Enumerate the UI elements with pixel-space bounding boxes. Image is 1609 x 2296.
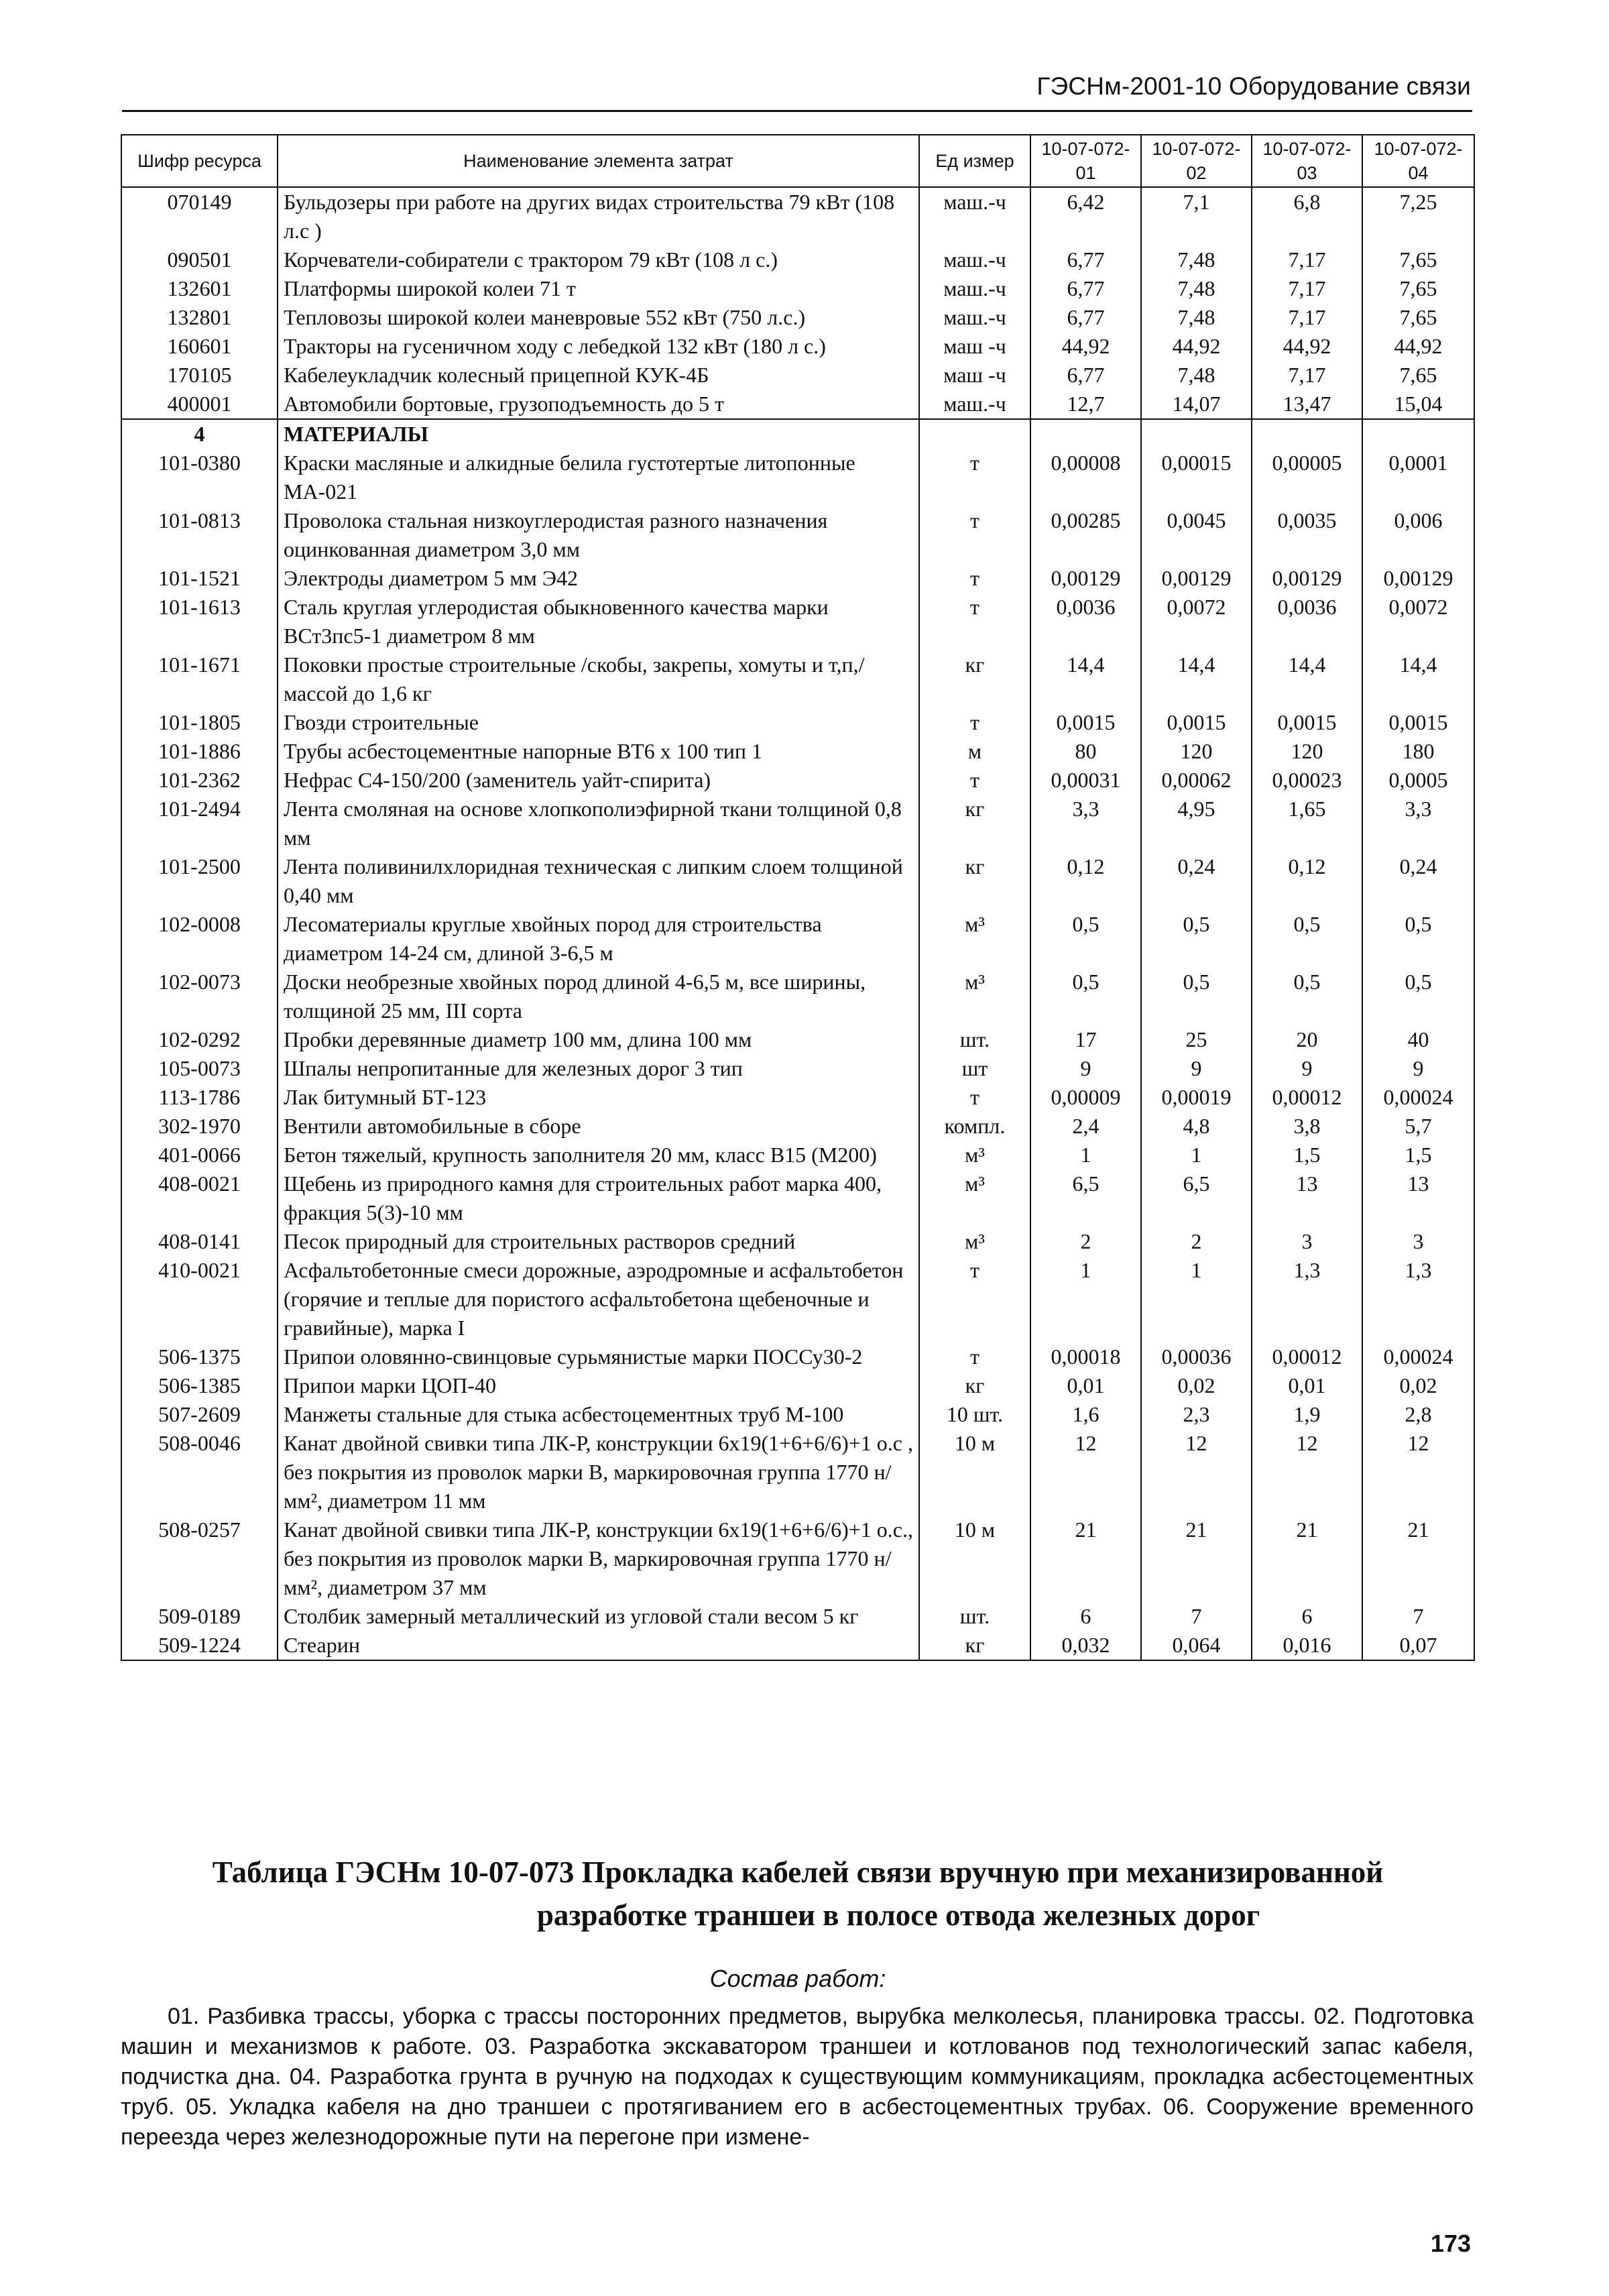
norm-value: 180 [1362, 737, 1474, 766]
resource-code: 101-2362 [121, 766, 278, 795]
table-row [121, 361, 1474, 390]
norm-value: 25 [1141, 1025, 1252, 1054]
norm-value: 15,04 [1362, 390, 1474, 419]
norm-value: 0,5 [1252, 910, 1362, 968]
norm-value: 0,00023 [1252, 766, 1362, 795]
table-row [121, 245, 1474, 274]
resource-name: Столбик замерный металлический из угловой стали весом 5 кг [278, 1602, 919, 1631]
table-title-line-1: Таблица ГЭСНм 10-07-073 Прокладка кабелей связи вручную при механизированной [212, 1855, 1384, 1889]
norm-value: 7,65 [1362, 303, 1474, 332]
norm-value: 6 [1252, 1602, 1362, 1631]
norm-value: 12,7 [1030, 390, 1141, 419]
composition-text: 01. Разбивка трассы, уборка с трассы посторонних предметов, вырубка мелколесья, планировка трассы. 02. Подготовка машин и механизмов к работе. 03. Разработка экскаватором траншеи и котлованов под технологический запас кабеля, подчистка дна. 04. Разработка грунта в ручную на подходах к существующим коммуникациям, прокладка асбестоцементных труб. 05. Укладка кабеля на дно траншеи с протягиванием его в асбестоцементных трубах. 06. Сооружение временного переезда через железнодорожные пути на перегоне при измене- [121, 2004, 1474, 2150]
empty-cell [1362, 419, 1474, 449]
norm-value: 12 [1252, 1429, 1362, 1515]
norm-value: 0,5 [1362, 968, 1474, 1025]
norm-value: 0,00009 [1030, 1083, 1141, 1112]
resource-code: 090501 [121, 245, 278, 274]
norm-value: 7 [1141, 1602, 1252, 1631]
resource-code: 506-1375 [121, 1342, 278, 1371]
norm-value: 0,0036 [1030, 593, 1141, 650]
resource-name: Вентили автомобильные в сборе [278, 1112, 919, 1141]
unit-of-measure: маш.-ч [919, 303, 1030, 332]
unit-of-measure: маш.-ч [919, 274, 1030, 303]
resource-code: 401-0066 [121, 1141, 278, 1169]
norm-value: 0,00019 [1141, 1083, 1252, 1112]
table-row [121, 1429, 1474, 1515]
unit-of-measure: м [919, 737, 1030, 766]
norm-value: 3,3 [1362, 795, 1474, 852]
section-number: 4 [121, 419, 278, 449]
section-row [121, 419, 1474, 449]
norm-value: 17 [1030, 1025, 1141, 1054]
resource-code: 400001 [121, 390, 278, 419]
resource-code: 070149 [121, 187, 278, 245]
norm-value: 0,00036 [1141, 1342, 1252, 1371]
unit-of-measure: т [919, 1083, 1030, 1112]
resource-name: Канат двойной свивки типа ЛК-Р, конструкции 6х19(1+6+6/6)+1 о.с., без покрытия из проволок марки В, маркировочная группа 1770 н/мм², диаметром 37 мм [278, 1515, 919, 1602]
norm-value: 0,0072 [1141, 593, 1252, 650]
norm-value: 21 [1252, 1515, 1362, 1602]
resource-name: Бульдозеры при работе на других видах строительства 79 кВт (108 л.с ) [278, 187, 919, 245]
resource-code: 101-0813 [121, 506, 278, 564]
unit-of-measure: т [919, 708, 1030, 737]
norm-value: 0,00015 [1141, 449, 1252, 506]
norm-value: 40 [1362, 1025, 1474, 1054]
norm-value: 0,02 [1362, 1371, 1474, 1400]
norm-value: 44,92 [1362, 332, 1474, 361]
resource-name: Трубы асбестоцементные напорные ВТ6 х 100 тип 1 [278, 737, 919, 766]
table-row [121, 737, 1474, 766]
norm-value: 13 [1252, 1169, 1362, 1227]
norm-value: 1,5 [1362, 1141, 1474, 1169]
norm-value: 9 [1141, 1054, 1252, 1083]
unit-of-measure: шт. [919, 1602, 1030, 1631]
resource-code: 508-0257 [121, 1515, 278, 1602]
norm-value: 14,4 [1362, 650, 1474, 708]
norm-value: 7,48 [1141, 274, 1252, 303]
norm-value: 6,42 [1030, 187, 1141, 245]
norm-value: 21 [1141, 1515, 1252, 1602]
norm-value: 0,00012 [1252, 1342, 1362, 1371]
norm-value: 0,5 [1030, 968, 1141, 1025]
table-row [121, 766, 1474, 795]
unit-of-measure: м³ [919, 910, 1030, 968]
norm-value: 3 [1362, 1227, 1474, 1256]
unit-of-measure: 10 м [919, 1515, 1030, 1602]
unit-of-measure: шт. [919, 1025, 1030, 1054]
resource-code: 408-0141 [121, 1227, 278, 1256]
resource-name: Песок природный для строительных растворов средний [278, 1227, 919, 1256]
resource-name: Платформы широкой колеи 71 т [278, 274, 919, 303]
norm-value: 0,0005 [1362, 766, 1474, 795]
unit-of-measure: кг [919, 650, 1030, 708]
norm-value: 4,8 [1141, 1112, 1252, 1141]
header-col-4: 10-07-072-04 [1362, 135, 1474, 187]
header-name: Наименование элемента затрат [278, 135, 919, 187]
table-row [121, 332, 1474, 361]
norm-value: 44,92 [1252, 332, 1362, 361]
header-code: Шифр ресурса [121, 135, 278, 187]
norm-value: 0,0035 [1252, 506, 1362, 564]
norm-value: 7 [1362, 1602, 1474, 1631]
table-row [121, 274, 1474, 303]
table-row [121, 1631, 1474, 1660]
table-row [121, 795, 1474, 852]
norm-value: 0,12 [1030, 852, 1141, 910]
norm-value: 0,00285 [1030, 506, 1141, 564]
table-row [121, 1083, 1474, 1112]
resource-code: 102-0292 [121, 1025, 278, 1054]
table-row [121, 1371, 1474, 1400]
table-row [121, 1256, 1474, 1342]
resource-code: 302-1970 [121, 1112, 278, 1141]
norm-value: 7,48 [1141, 303, 1252, 332]
table-row [121, 1169, 1474, 1227]
norm-value: 0,00129 [1252, 564, 1362, 593]
norm-value: 0,00024 [1362, 1342, 1474, 1371]
norm-value: 6,5 [1030, 1169, 1141, 1227]
unit-of-measure: кг [919, 852, 1030, 910]
resource-code: 509-1224 [121, 1631, 278, 1660]
table-body [121, 187, 1474, 1660]
resource-code: 506-1385 [121, 1371, 278, 1400]
table-row [121, 1112, 1474, 1141]
norm-value: 6,77 [1030, 245, 1141, 274]
resource-code: 160601 [121, 332, 278, 361]
norm-value: 0,0015 [1252, 708, 1362, 737]
resource-name: Канат двойной свивки типа ЛК-Р, конструкции 6х19(1+6+6/6)+1 о.с , без покрытия из проволок марки В, маркировочная группа 1770 н/мм², диаметром 11 мм [278, 1429, 919, 1515]
norm-value: 9 [1030, 1054, 1141, 1083]
norm-value: 6 [1030, 1602, 1141, 1631]
norm-value: 0,00018 [1030, 1342, 1141, 1371]
norm-value: 7,65 [1362, 274, 1474, 303]
norm-value: 14,4 [1141, 650, 1252, 708]
resource-name: Стеарин [278, 1631, 919, 1660]
unit-of-measure: маш.-ч [919, 390, 1030, 419]
resource-name: Бетон тяжелый, крупность заполнителя 20 мм, класс В15 (М200) [278, 1141, 919, 1169]
unit-of-measure: компл. [919, 1112, 1030, 1141]
resource-code: 507-2609 [121, 1400, 278, 1429]
norm-value: 6,5 [1141, 1169, 1252, 1227]
norm-value: 6,77 [1030, 361, 1141, 390]
norm-value: 0,00129 [1030, 564, 1141, 593]
norm-value: 0,00012 [1252, 1083, 1362, 1112]
table-row [121, 564, 1474, 593]
norm-value: 0,006 [1362, 506, 1474, 564]
norm-value: 14,4 [1252, 650, 1362, 708]
norm-value: 0,07 [1362, 1631, 1474, 1660]
norm-value: 0,00005 [1252, 449, 1362, 506]
table-row [121, 1227, 1474, 1256]
norm-value: 1,3 [1362, 1256, 1474, 1342]
table-row [121, 303, 1474, 332]
norm-value: 0,12 [1252, 852, 1362, 910]
unit-of-measure: м³ [919, 1169, 1030, 1227]
resource-table [121, 134, 1475, 1661]
resource-code: 102-0073 [121, 968, 278, 1025]
table-row [121, 1342, 1474, 1371]
unit-of-measure: т [919, 766, 1030, 795]
table-row [121, 650, 1474, 708]
norm-value: 0,00031 [1030, 766, 1141, 795]
norm-value: 1 [1141, 1141, 1252, 1169]
unit-of-measure: шт [919, 1054, 1030, 1083]
norm-value: 1 [1141, 1256, 1252, 1342]
table-row [121, 1602, 1474, 1631]
table-row [121, 708, 1474, 737]
table-row [121, 1054, 1474, 1083]
resource-name: Проволока стальная низкоуглеродистая разного назначения оцинкованная диаметром 3,0 мм [278, 506, 919, 564]
norm-value: 3 [1252, 1227, 1362, 1256]
norm-value: 0,0015 [1362, 708, 1474, 737]
table-row [121, 1400, 1474, 1429]
norm-value: 1,3 [1252, 1256, 1362, 1342]
unit-of-measure: кг [919, 795, 1030, 852]
norm-value: 2,3 [1141, 1400, 1252, 1429]
resource-name: Автомобили бортовые, грузоподъемность до 5 т [278, 390, 919, 419]
resource-code: 102-0008 [121, 910, 278, 968]
norm-value: 0,5 [1252, 968, 1362, 1025]
resource-code: 101-2500 [121, 852, 278, 910]
norm-value: 120 [1141, 737, 1252, 766]
norm-value: 0,02 [1141, 1371, 1252, 1400]
table-row [121, 187, 1474, 245]
norm-value: 80 [1030, 737, 1141, 766]
unit-of-measure: т [919, 1256, 1030, 1342]
resource-code: 113-1786 [121, 1083, 278, 1112]
norm-value: 0,0015 [1141, 708, 1252, 737]
norm-value: 1,5 [1252, 1141, 1362, 1169]
header-divider [122, 110, 1472, 112]
resource-name: Поковки простые строительные /скобы, закрепы, хомуты и т,п,/ массой до 1,6 кг [278, 650, 919, 708]
norm-value: 0,01 [1252, 1371, 1362, 1400]
unit-of-measure: т [919, 506, 1030, 564]
resource-name: Краски масляные и алкидные белила густотертые литопонные МА-021 [278, 449, 919, 506]
norm-value: 4,95 [1141, 795, 1252, 852]
running-header: ГЭСНм-2001-10 Оборудование связи [1036, 72, 1471, 100]
resource-code: 509-0189 [121, 1602, 278, 1631]
norm-value: 7,17 [1252, 274, 1362, 303]
table-row [121, 506, 1474, 564]
norm-value: 0,5 [1141, 910, 1252, 968]
unit-of-measure: кг [919, 1631, 1030, 1660]
resource-name: Кабелеукладчик колесный прицепной КУК-4Б [278, 361, 919, 390]
norm-value: 12 [1141, 1429, 1252, 1515]
resource-code: 132601 [121, 274, 278, 303]
norm-value: 3,8 [1252, 1112, 1362, 1141]
norm-value: 1,6 [1030, 1400, 1141, 1429]
norm-value: 7,65 [1362, 245, 1474, 274]
resource-name: Тепловозы широкой колеи маневровые 552 кВт (750 л.с.) [278, 303, 919, 332]
resource-code: 410-0021 [121, 1256, 278, 1342]
norm-value: 1,9 [1252, 1400, 1362, 1429]
resource-code: 101-1521 [121, 564, 278, 593]
norm-value: 44,92 [1030, 332, 1141, 361]
composition-title: Состав работ: [709, 1965, 886, 1992]
norm-value: 12 [1030, 1429, 1141, 1515]
resource-name: Корчеватели-собиратели с трактором 79 кВт (108 л с.) [278, 245, 919, 274]
unit-of-measure: 10 м [919, 1429, 1030, 1515]
norm-value: 14,07 [1141, 390, 1252, 419]
resource-code: 101-1886 [121, 737, 278, 766]
norm-value: 9 [1252, 1054, 1362, 1083]
norm-value: 0,5 [1362, 910, 1474, 968]
norm-value: 3,3 [1030, 795, 1141, 852]
norm-value: 0,00062 [1141, 766, 1252, 795]
table-row [121, 1025, 1474, 1054]
norm-value: 2,8 [1362, 1400, 1474, 1429]
resource-code: 101-1805 [121, 708, 278, 737]
norm-value: 0,24 [1362, 852, 1474, 910]
norm-value: 13,47 [1252, 390, 1362, 419]
section-title: МАТЕРИАЛЫ [278, 419, 919, 449]
norm-value: 1 [1030, 1256, 1141, 1342]
norm-value: 21 [1030, 1515, 1141, 1602]
resource-name: Лента смоляная на основе хлопкополиэфирной ткани толщиной 0,8 мм [278, 795, 919, 852]
resource-name: Тракторы на гусеничном ходу с лебедкой 132 кВт (180 л с.) [278, 332, 919, 361]
header-col-1: 10-07-072-01 [1030, 135, 1141, 187]
unit-of-measure: 10 шт. [919, 1400, 1030, 1429]
norm-value: 2 [1030, 1227, 1141, 1256]
resource-name: Сталь круглая углеродистая обыкновенного качества марки ВСт3пс5-1 диаметром 8 мм [278, 593, 919, 650]
resource-code: 105-0073 [121, 1054, 278, 1083]
norm-value: 0,00024 [1362, 1083, 1474, 1112]
norm-value: 0,00129 [1141, 564, 1252, 593]
norm-value: 13 [1362, 1169, 1474, 1227]
norm-value: 12 [1362, 1429, 1474, 1515]
norm-value: 120 [1252, 737, 1362, 766]
norm-value: 0,5 [1141, 968, 1252, 1025]
resource-name: Электроды диаметром 5 мм Э42 [278, 564, 919, 593]
norm-value: 0,016 [1252, 1631, 1362, 1660]
norm-value: 7,17 [1252, 303, 1362, 332]
norm-value: 0,24 [1141, 852, 1252, 910]
resource-name: Лента поливинилхлоридная техническая с липким слоем толщиной 0,40 мм [278, 852, 919, 910]
resource-name: Лак битумный БТ-123 [278, 1083, 919, 1112]
norm-value: 0,5 [1030, 910, 1141, 968]
empty-cell [1252, 419, 1362, 449]
norm-value: 14,4 [1030, 650, 1141, 708]
norm-value: 6,8 [1252, 187, 1362, 245]
empty-cell [919, 419, 1030, 449]
norm-value: 5,7 [1362, 1112, 1474, 1141]
unit-of-measure: м³ [919, 968, 1030, 1025]
norm-value: 2,4 [1030, 1112, 1141, 1141]
unit-of-measure: маш.-ч [919, 245, 1030, 274]
norm-value: 7,25 [1362, 187, 1474, 245]
norm-value: 44,92 [1141, 332, 1252, 361]
norm-value: 7,17 [1252, 361, 1362, 390]
unit-of-measure: маш.-ч [919, 187, 1030, 245]
norm-value: 0,0045 [1141, 506, 1252, 564]
unit-of-measure: т [919, 593, 1030, 650]
norm-value: 0,064 [1141, 1631, 1252, 1660]
unit-of-measure: кг [919, 1371, 1030, 1400]
norm-value: 2 [1141, 1227, 1252, 1256]
resource-name: Пробки деревянные диаметр 100 мм, длина 100 мм [278, 1025, 919, 1054]
norm-value: 1 [1030, 1141, 1141, 1169]
empty-cell [1141, 419, 1252, 449]
empty-cell [1030, 419, 1141, 449]
resource-code: 408-0021 [121, 1169, 278, 1227]
table-header-row [121, 135, 1474, 187]
resource-code: 101-0380 [121, 449, 278, 506]
norm-value: 21 [1362, 1515, 1474, 1602]
table-title [121, 1851, 1475, 1937]
norm-value: 6,77 [1030, 303, 1141, 332]
norm-value: 7,48 [1141, 361, 1252, 390]
header-unit: Ед измер [919, 135, 1030, 187]
norm-value: 20 [1252, 1025, 1362, 1054]
resource-code: 132801 [121, 303, 278, 332]
norm-value: 0,00129 [1362, 564, 1474, 593]
header-col-2: 10-07-072-02 [1141, 135, 1252, 187]
norm-value: 0,0072 [1362, 593, 1474, 650]
unit-of-measure: т [919, 449, 1030, 506]
norm-value: 7,48 [1141, 245, 1252, 274]
resource-name: Гвозди строительные [278, 708, 919, 737]
resource-code: 101-2494 [121, 795, 278, 852]
norm-value: 0,0036 [1252, 593, 1362, 650]
norm-value: 0,0001 [1362, 449, 1474, 506]
resource-name: Припои оловянно-свинцовые сурьмянистые марки ПОССу30-2 [278, 1342, 919, 1371]
norm-value: 0,032 [1030, 1631, 1141, 1660]
unit-of-measure: т [919, 564, 1030, 593]
resource-code: 508-0046 [121, 1429, 278, 1515]
table-row [121, 852, 1474, 910]
table-row [121, 593, 1474, 650]
unit-of-measure: м³ [919, 1141, 1030, 1169]
table-row [121, 1515, 1474, 1602]
table-row [121, 1141, 1474, 1169]
resource-code: 101-1613 [121, 593, 278, 650]
norm-value: 0,0015 [1030, 708, 1141, 737]
resource-name: Шпалы непропитанные для железных дорог 3 тип [278, 1054, 919, 1083]
table-row [121, 390, 1474, 419]
norm-value: 1,65 [1252, 795, 1362, 852]
table-title-line-2: разработке траншеи в полосе отвода железных дорог [536, 1898, 1260, 1932]
header-col-3: 10-07-072-03 [1252, 135, 1362, 187]
norm-value: 7,65 [1362, 361, 1474, 390]
resource-code: 101-1671 [121, 650, 278, 708]
norm-value: 9 [1362, 1054, 1474, 1083]
resource-name: Нефрас С4-150/200 (заменитель уайт-спирита) [278, 766, 919, 795]
unit-of-measure: м³ [919, 1227, 1030, 1256]
page-number: 173 [1430, 2230, 1471, 2257]
unit-of-measure: маш -ч [919, 332, 1030, 361]
resource-name: Щебень из природного камня для строительных работ марка 400, фракция 5(3)-10 мм [278, 1169, 919, 1227]
norm-value: 0,00008 [1030, 449, 1141, 506]
table-row [121, 910, 1474, 968]
table-row [121, 968, 1474, 1025]
unit-of-measure: т [919, 1342, 1030, 1371]
unit-of-measure: маш -ч [919, 361, 1030, 390]
resource-name: Доски необрезные хвойных пород длиной 4-6,5 м, все ширины, толщиной 25 мм, III сорта [278, 968, 919, 1025]
norm-value: 7,17 [1252, 245, 1362, 274]
resource-code: 170105 [121, 361, 278, 390]
resource-name: Припои марки ЦОП-40 [278, 1371, 919, 1400]
resource-name: Лесоматериалы круглые хвойных пород для строительства диаметром 14-24 см, длиной 3-6,5 м [278, 910, 919, 968]
resource-name: Манжеты стальные для стыка асбестоцементных труб М-100 [278, 1400, 919, 1429]
norm-value: 0,01 [1030, 1371, 1141, 1400]
resource-name: Асфальтобетонные смеси дорожные, аэродромные и асфальтобетон (горячие и теплые для пористого асфальтобетона щебеночные и гравийные), марка I [278, 1256, 919, 1342]
table-row [121, 449, 1474, 506]
norm-value: 6,77 [1030, 274, 1141, 303]
norm-value: 7,1 [1141, 187, 1252, 245]
